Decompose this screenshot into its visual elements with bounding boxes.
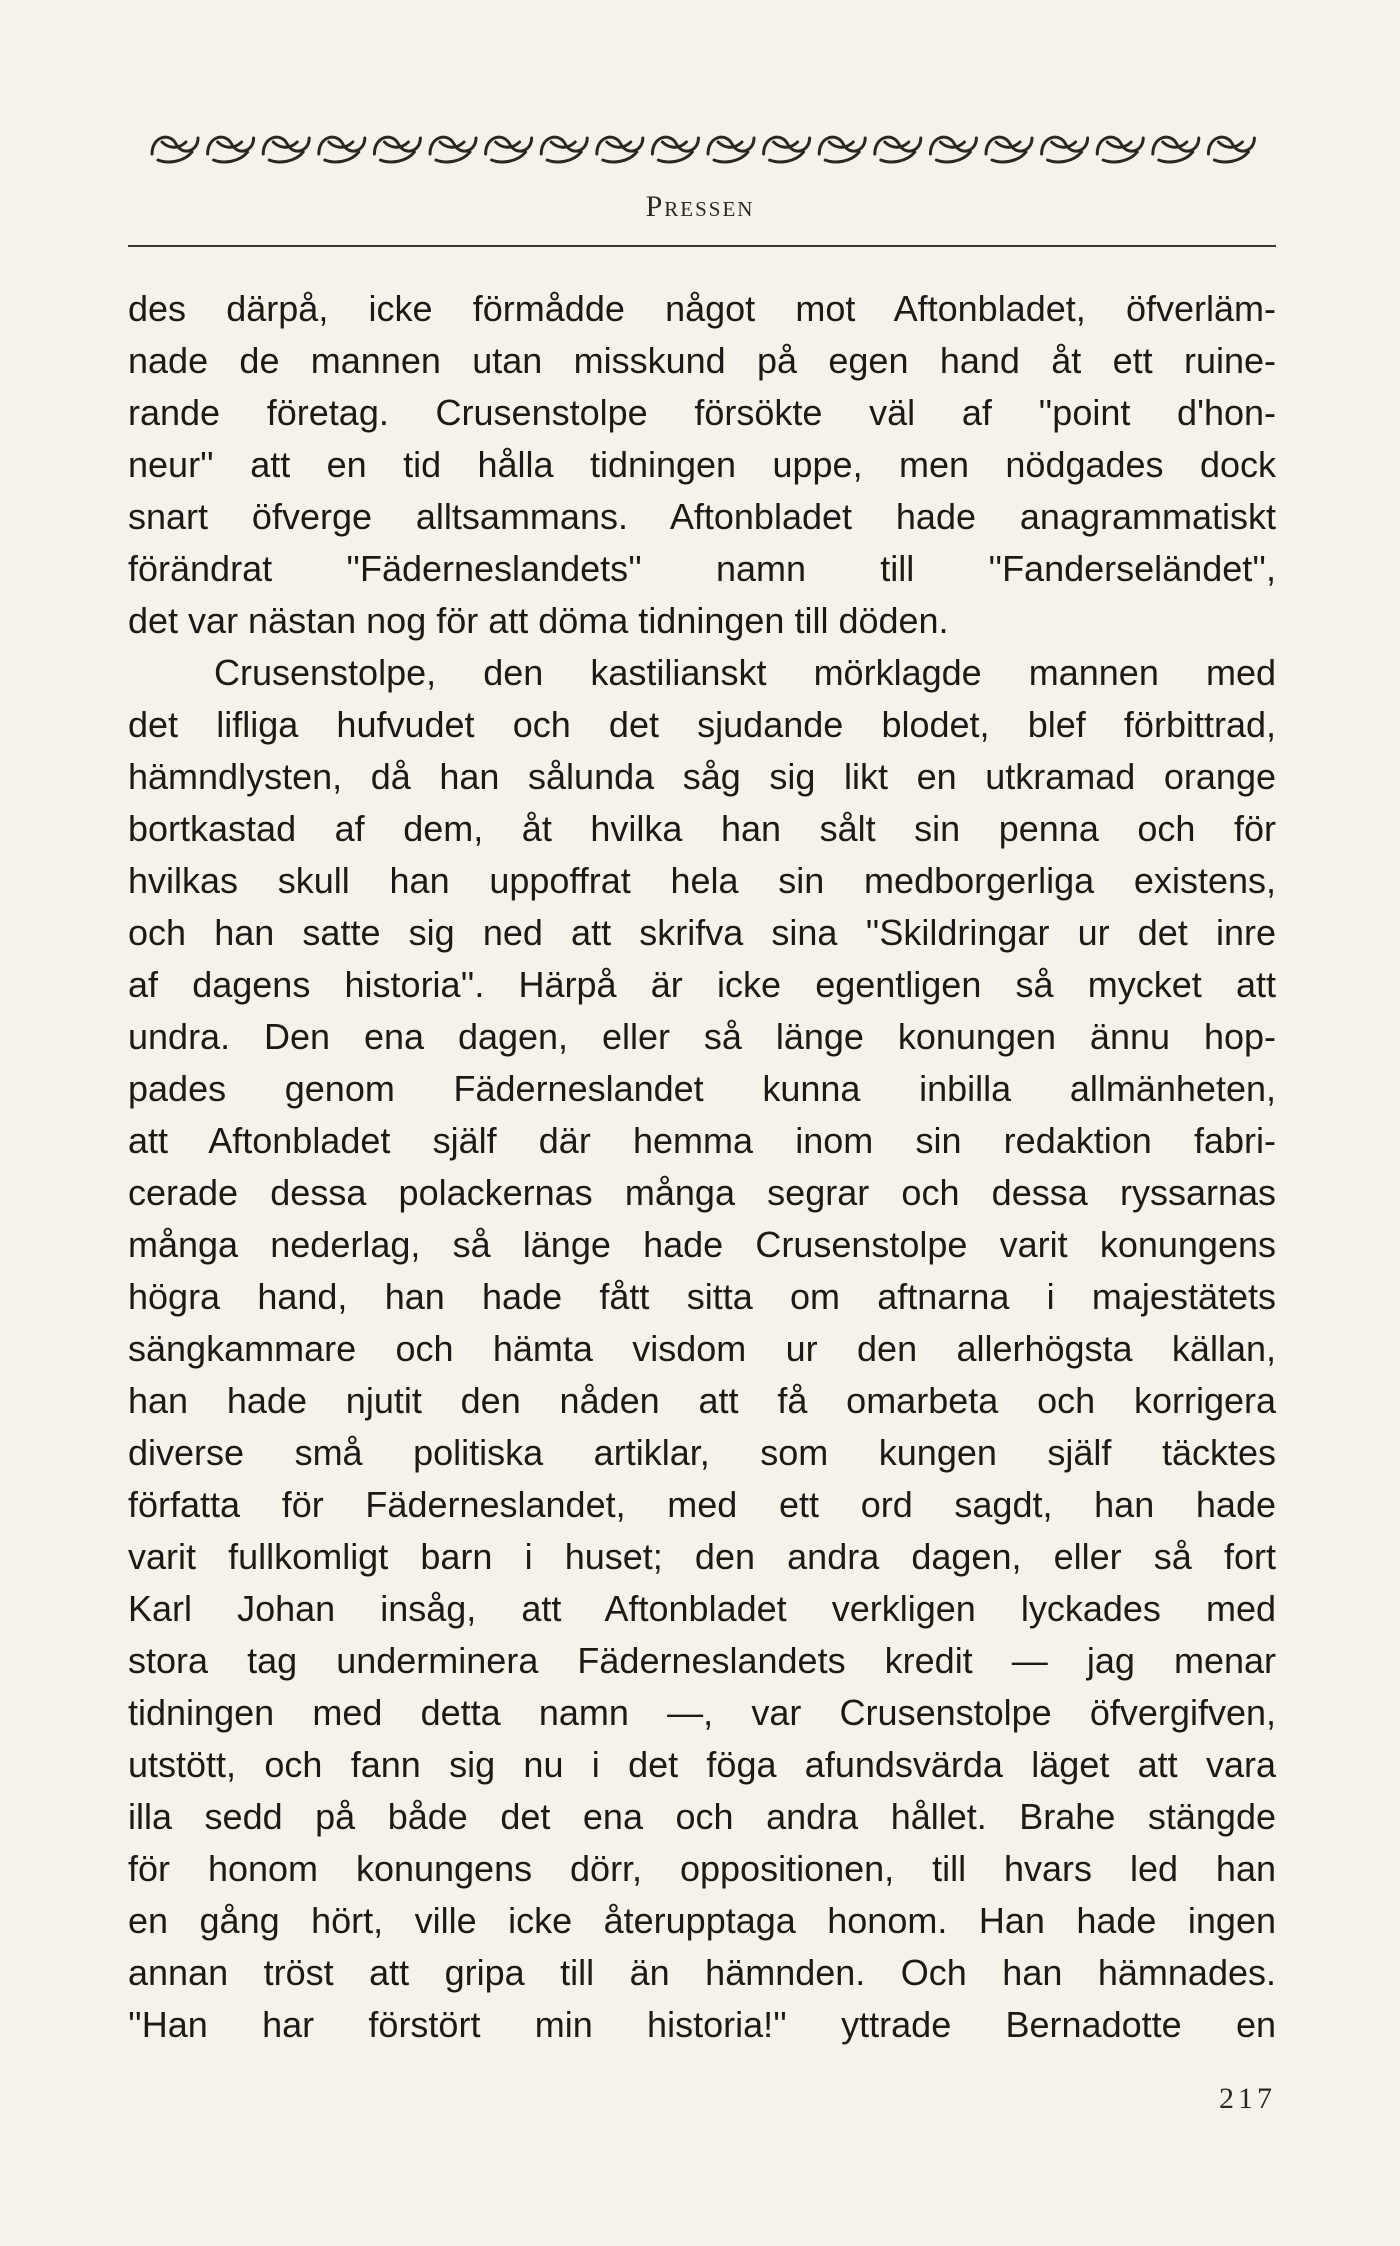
- ornament-scroll: [764, 137, 810, 162]
- text-line: många nederlag, så länge hade Crusenstolpe varit konungens: [128, 1224, 1276, 1265]
- body-text: [128, 283, 1276, 2051]
- text-line: Karl Johan insåg, att Aftonbladet verkligen lyckades med: [128, 1588, 1276, 1629]
- ornament-scroll: [152, 137, 198, 162]
- text-line: stora tag underminera Fäderneslandets kredit — jag menar: [128, 1640, 1276, 1681]
- text-line: det lifliga hufvudet och det sjudande blodet, blef förbittrad,: [128, 704, 1276, 745]
- text-line: utstött, och fann sig nu i det föga afundsvärda läget att vara: [128, 1744, 1276, 1785]
- text-line: förändrat ''Fäderneslandets'' namn till ''Fanderseländet'',: [128, 548, 1276, 589]
- ornament-scroll: [930, 137, 976, 162]
- text-line: snart öfverge alltsammans. Aftonbladet hade anagrammatiskt: [128, 496, 1276, 537]
- ornament-scroll: [708, 137, 754, 162]
- ornament-scroll: [875, 137, 921, 162]
- ornament-scroll: [819, 137, 865, 162]
- text-line: hämndlysten, då han sålunda såg sig likt en utkramad orange: [128, 756, 1276, 797]
- ornament-scroll: [263, 137, 309, 162]
- text-line: det var nästan nog för att döma tidningen till döden.: [128, 600, 949, 641]
- text-line: undra. Den ena dagen, eller så länge konungen ännu hop-: [128, 1016, 1276, 1057]
- text-line: ''Han har förstört min historia!'' yttrade Bernadotte en: [128, 2004, 1276, 2045]
- text-line: tidningen med detta namn —, var Crusenstolpe öfvergifven,: [128, 1692, 1276, 1733]
- text-line: och han satte sig ned att skrifva sina ''Skildringar ur det inre: [128, 912, 1276, 953]
- text-line: hvilkas skull han uppoffrat hela sin medborgerliga existens,: [128, 860, 1276, 901]
- ornament-scroll: [1097, 137, 1143, 162]
- text-line: sängkammare och hämta visdom ur den allerhögsta källan,: [128, 1328, 1276, 1369]
- decorative-header-ornament: [148, 122, 1260, 170]
- text-line: nade de mannen utan misskund på egen hand åt ett ruine-: [128, 340, 1276, 381]
- running-head: Pressen: [645, 190, 755, 223]
- ornament-scroll: [208, 137, 254, 162]
- ornament-scroll: [319, 137, 365, 162]
- ornament-scroll: [652, 137, 698, 162]
- text-line: för honom konungens dörr, oppositionen, till hvars led han: [128, 1848, 1276, 1889]
- ornament-scroll: [986, 137, 1032, 162]
- ornament-scroll: [1042, 137, 1088, 162]
- text-line: af dagens historia''. Härpå är icke egentligen så mycket att: [128, 964, 1276, 1005]
- header-rule: [128, 245, 1276, 247]
- ornament-scroll: [597, 137, 643, 162]
- ornament-scroll: [430, 137, 476, 162]
- text-line: att Aftonbladet själf där hemma inom sin redaktion fabri-: [128, 1120, 1276, 1161]
- text-line: cerade dessa polackernas många segrar och dessa ryssarnas: [128, 1172, 1276, 1213]
- text-line: bortkastad af dem, åt hvilka han sålt sin penna och för: [128, 808, 1276, 849]
- text-line: illa sedd på både det ena och andra hållet. Brahe stängde: [128, 1796, 1276, 1837]
- text-line: Crusenstolpe, den kastilianskt mörklagde mannen med: [214, 652, 1276, 693]
- ornament-scroll: [541, 137, 587, 162]
- text-line: en gång hört, ville icke återupptaga honom. Han hade ingen: [128, 1900, 1276, 1941]
- ornament-scroll: [486, 137, 532, 162]
- ornament-scroll: [374, 137, 420, 162]
- text-line: annan tröst att gripa till än hämnden. Och han hämnades.: [128, 1952, 1276, 1993]
- text-line: författa för Fäderneslandet, med ett ord sagdt, han hade: [128, 1484, 1276, 1525]
- text-line: des därpå, icke förmådde något mot Aftonbladet, öfverläm-: [128, 288, 1276, 329]
- text-line: neur'' att en tid hålla tidningen uppe, men nödgades dock: [128, 444, 1276, 485]
- text-line: diverse små politiska artiklar, som kungen själf täcktes: [128, 1432, 1276, 1473]
- ornament-scroll: [1208, 137, 1254, 162]
- text-line: pades genom Fäderneslandet kunna inbilla allmänheten,: [128, 1068, 1276, 1109]
- page-number: 217: [1219, 2082, 1276, 2115]
- text-line: han hade njutit den nåden att få omarbeta och korrigera: [128, 1380, 1276, 1421]
- text-line: högra hand, han hade fått sitta om aftnarna i majestätets: [128, 1276, 1276, 1317]
- ornament-scroll: [1153, 137, 1199, 162]
- text-line: varit fullkomligt barn i huset; den andra dagen, eller så fort: [128, 1536, 1276, 1577]
- text-line: rande företag. Crusenstolpe försökte väl af ''point d'hon-: [128, 392, 1276, 433]
